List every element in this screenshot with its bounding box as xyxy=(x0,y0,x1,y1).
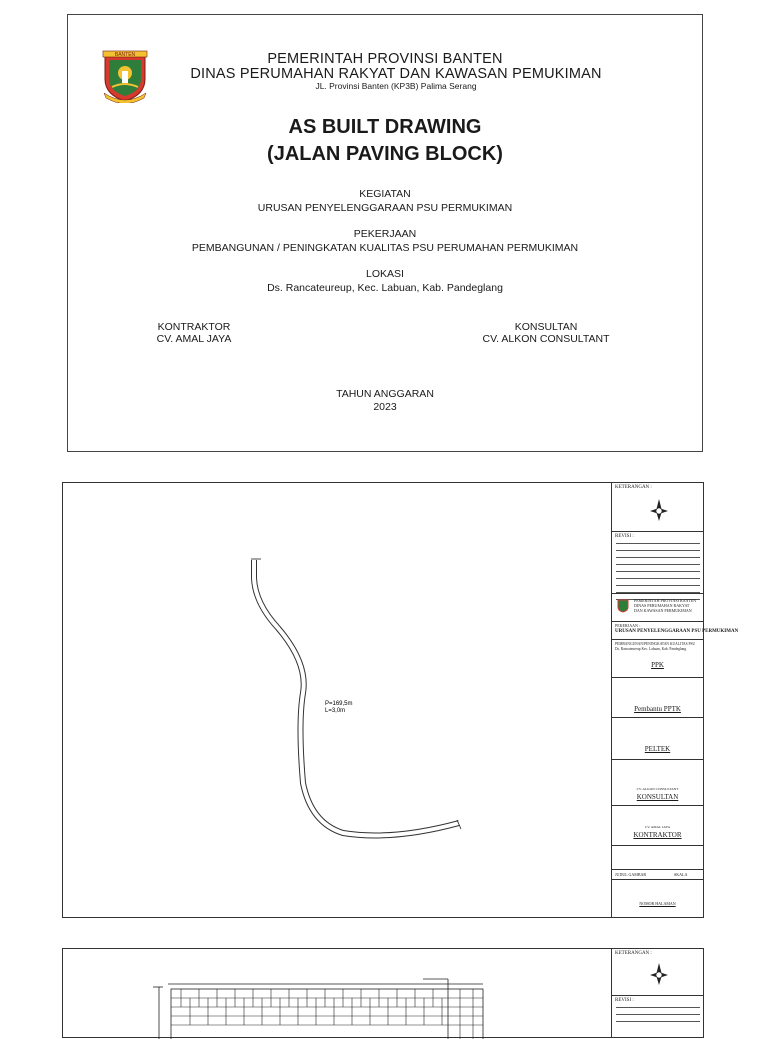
tb-ppk: PPK xyxy=(651,661,664,669)
revision-table-2 xyxy=(616,1007,700,1022)
agency-address: JL. Provinsi Banten (KP3B) Palima Serang xyxy=(315,81,477,91)
tb-kontraktor: KONTRAKTOR xyxy=(633,831,682,839)
tb-konsultan: KONSULTAN xyxy=(636,793,679,801)
cover-sheet xyxy=(67,14,703,452)
kegiatan-value: URUSAN PENYELENGGARAAN PSU PERMUKIMAN xyxy=(257,202,513,214)
lokasi-label: LOKASI xyxy=(366,268,404,280)
revisi-label: REVISI : xyxy=(615,534,634,539)
government-name: PEMERINTAH PROVINSI BANTEN xyxy=(267,51,503,67)
north-arrow-icon xyxy=(648,961,670,987)
revisi-label-2: REVISI : xyxy=(615,998,634,1003)
tb-pekerjaan: URUSAN PENYELENGGARAAN PSU PERMUKIMAN xyxy=(615,629,739,634)
kontraktor-label: KONTRAKTOR xyxy=(157,321,231,333)
road-plan-sheet xyxy=(62,482,739,918)
road-length-label: P=169,5m xyxy=(325,701,353,707)
tb-agency-1: PEMERINTAH PROVINSI BANTEN xyxy=(634,598,697,603)
pekerjaan-value: PEMBANGUNAN / PENINGKATAN KUALITAS PSU PERUMAHAN PERMUKIMAN xyxy=(191,242,579,254)
konsultan-block xyxy=(456,321,636,345)
agency-name: DINAS PERUMAHAN RAKYAT DAN KAWASAN PEMUKIMAN xyxy=(190,66,602,82)
kontraktor-block xyxy=(124,321,264,345)
lokasi-value: Ds. Rancateureup, Kec. Labuan, Kab. Pandeglang xyxy=(267,282,503,294)
svg-text:BANTEN: BANTEN xyxy=(114,52,136,58)
tb-lokasi: Ds. Rancateureup Kec. Labuan, Kab. Pandeglang xyxy=(615,647,687,651)
tb-pekerjaan-label: PEKERJAAN : xyxy=(615,623,641,628)
kontraktor-value: CV. AMAL JAYA xyxy=(156,333,232,345)
north-arrow-icon xyxy=(648,497,670,523)
tahun-value: 2023 xyxy=(373,401,397,413)
tb-nomor: NOMOR HALAMAN xyxy=(639,901,676,906)
kegiatan-label: KEGIATAN xyxy=(359,188,411,200)
tb-peltek: PELTEK xyxy=(644,745,671,753)
tb-kontraktor-sub: CV. AMAL JAYA xyxy=(644,825,671,829)
title-block xyxy=(611,483,739,917)
tb-pembantu-pptk: Pembantu PPTK xyxy=(634,705,681,713)
tb-agency-3: DAN KAWASAN PERMUKIMAN xyxy=(634,608,692,613)
drawing-subtitle: (JALAN PAVING BLOCK) xyxy=(267,143,503,165)
keterangan-label-2: KETERANGAN : xyxy=(615,951,652,956)
tb-agency-2: DINAS PERUMAHAN RAKYAT xyxy=(634,603,690,608)
tahun-label: TAHUN ANGGARAN xyxy=(336,388,434,400)
pekerjaan-label: PEKERJAAN xyxy=(353,228,417,240)
konsultan-value: CV. ALKON CONSULTANT xyxy=(482,333,610,345)
road-alignment-drawing xyxy=(63,483,613,919)
drawing-title: AS BUILT DRAWING xyxy=(288,116,482,138)
paving-detail-sheet xyxy=(62,948,704,1038)
konsultan-label: KONSULTAN xyxy=(514,321,578,333)
keterangan-label: KETERANGAN : xyxy=(615,485,652,490)
road-width-label: L=3,0m xyxy=(325,708,346,714)
tb-konsultan-sub: CV. ALKON CONSULTANT xyxy=(636,787,679,791)
tb-lokasi-note: PEMBANGUNAN/PENINGKATAN KUALITAS PSU xyxy=(615,642,696,646)
paving-block-pattern xyxy=(63,949,613,1039)
tb-judul-gambar: JUDUL GAMBAR xyxy=(615,872,647,877)
banten-emblem-icon xyxy=(617,599,629,613)
tb-skala: SKALA xyxy=(674,872,688,877)
revision-table xyxy=(616,543,700,600)
